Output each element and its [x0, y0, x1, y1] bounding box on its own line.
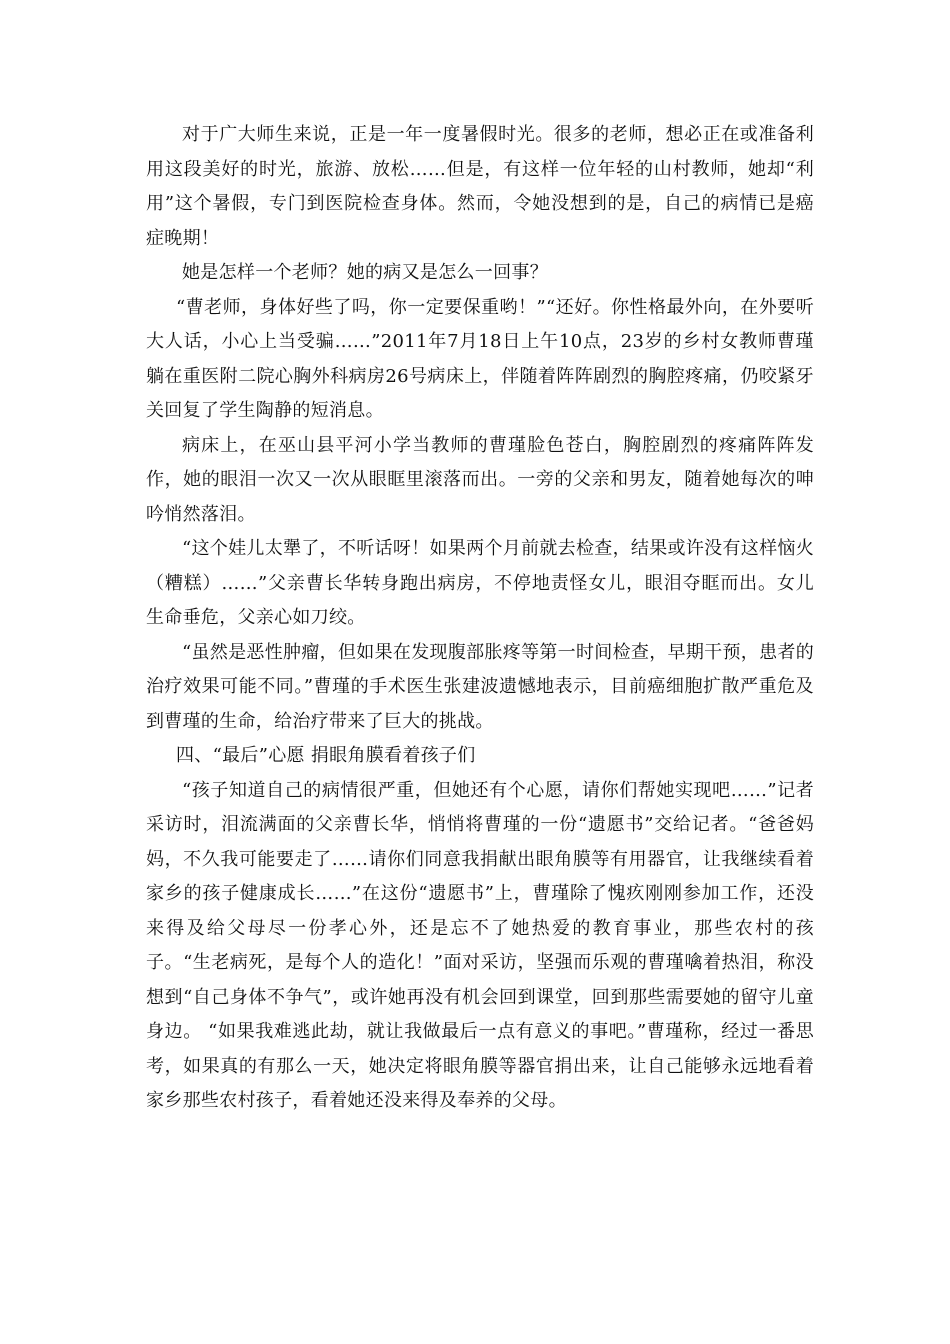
article-body — [146, 118, 814, 1119]
section-heading: 四、“最后”心愿 捐眼角膜看着孩子们 — [176, 745, 476, 766]
paragraph-father: “这个娃儿太犟了，不听话呀！如果两个月前就去检查，结果或许没有这样恼火（糟糕）……”父亲曹长华转身跑出病房，不停地责怪女儿，眼泪夺眶而出。女儿生命垂危，父亲心如刀绞。 — [146, 538, 814, 628]
paragraph-doctor: “虽然是恶性肿瘤，但如果在发现腹部胀疼等第一时间检查，早期干预，患者的治疗效果可能不同。”曹瑾的手术医生张建波遗憾地表示，目前癌细胞扩散严重危及到曹瑾的生命，给治疗带来了巨大的挑战。 — [146, 641, 814, 732]
paragraph-question: 她是怎样一个老师？她的病又是怎么一回事？ — [182, 262, 548, 283]
paragraph-hospital-bed: 病床上，在巫山县平河小学当教师的曹瑾脸色苍白，胸腔剧烈的疼痛阵阵发作，她的眼泪一次又一次从眼眶里滚落而出。一旁的父亲和男友，随着她每次的呻吟悄然落泪。 — [146, 434, 814, 525]
paragraph-intro: 对于广大师生来说，正是一年一度暑假时光。很多的老师，想必正在或准备利用这段美好的时光，旅游、放松……但是，有这样一位年轻的山村教师，她却“利用”这个暑假，专门到医院检查身体。然而，令她没想到的是，自己的病情已是癌症晚期！ — [146, 124, 814, 249]
paragraph-last-wish: “孩子知道自己的病情很严重，但她还有个心愿，请你们帮她实现吧……”记者采访时，泪流满面的父亲曹长华，悄悄将曹瑾的一份“遗愿书”交给记者。“爸爸妈妈，不久我可能要走了……请你们同意我捐献出眼角膜等有用器官，让我继续看着家乡的孩子健康成长……”在这份“遗愿书”上，曹瑾除了愧疚刚刚参加工作，还没来得及给父母尽一份孝心外，还是忘不了她热爱的教育事业，那些农村的孩子。“生老病死，是每个人的造化！”面对采访，坚强而乐观的曹瑾噙着热泪，称没想到“自己身体不争气”，或许她再没有机会回到课堂，回到那些需要她的留守儿童身边。 “如果我难逃此劫，就让我做最后一点有意义的事吧。”曹瑾称，经过一番思考，如果真的有那么一天，她决定将眼角膜等器官捐出来，让自己能够永远地看着家乡那些农村孩子，看着她还没来得及奉养的父母。 — [146, 779, 814, 1111]
paragraph-message: “曹老师，身体好些了吗，你一定要保重哟！”“还好。你性格最外向，在外要听大人话，小心上当受骗……”2011年7月18日上午10点，23岁的乡村女教师曹瑾躺在重医附二院心胸外科病房26号病床上，伴随着阵阵剧烈的胸腔疼痛，仍咬紧牙关回复了学生陶静的短消息。 — [146, 296, 814, 421]
